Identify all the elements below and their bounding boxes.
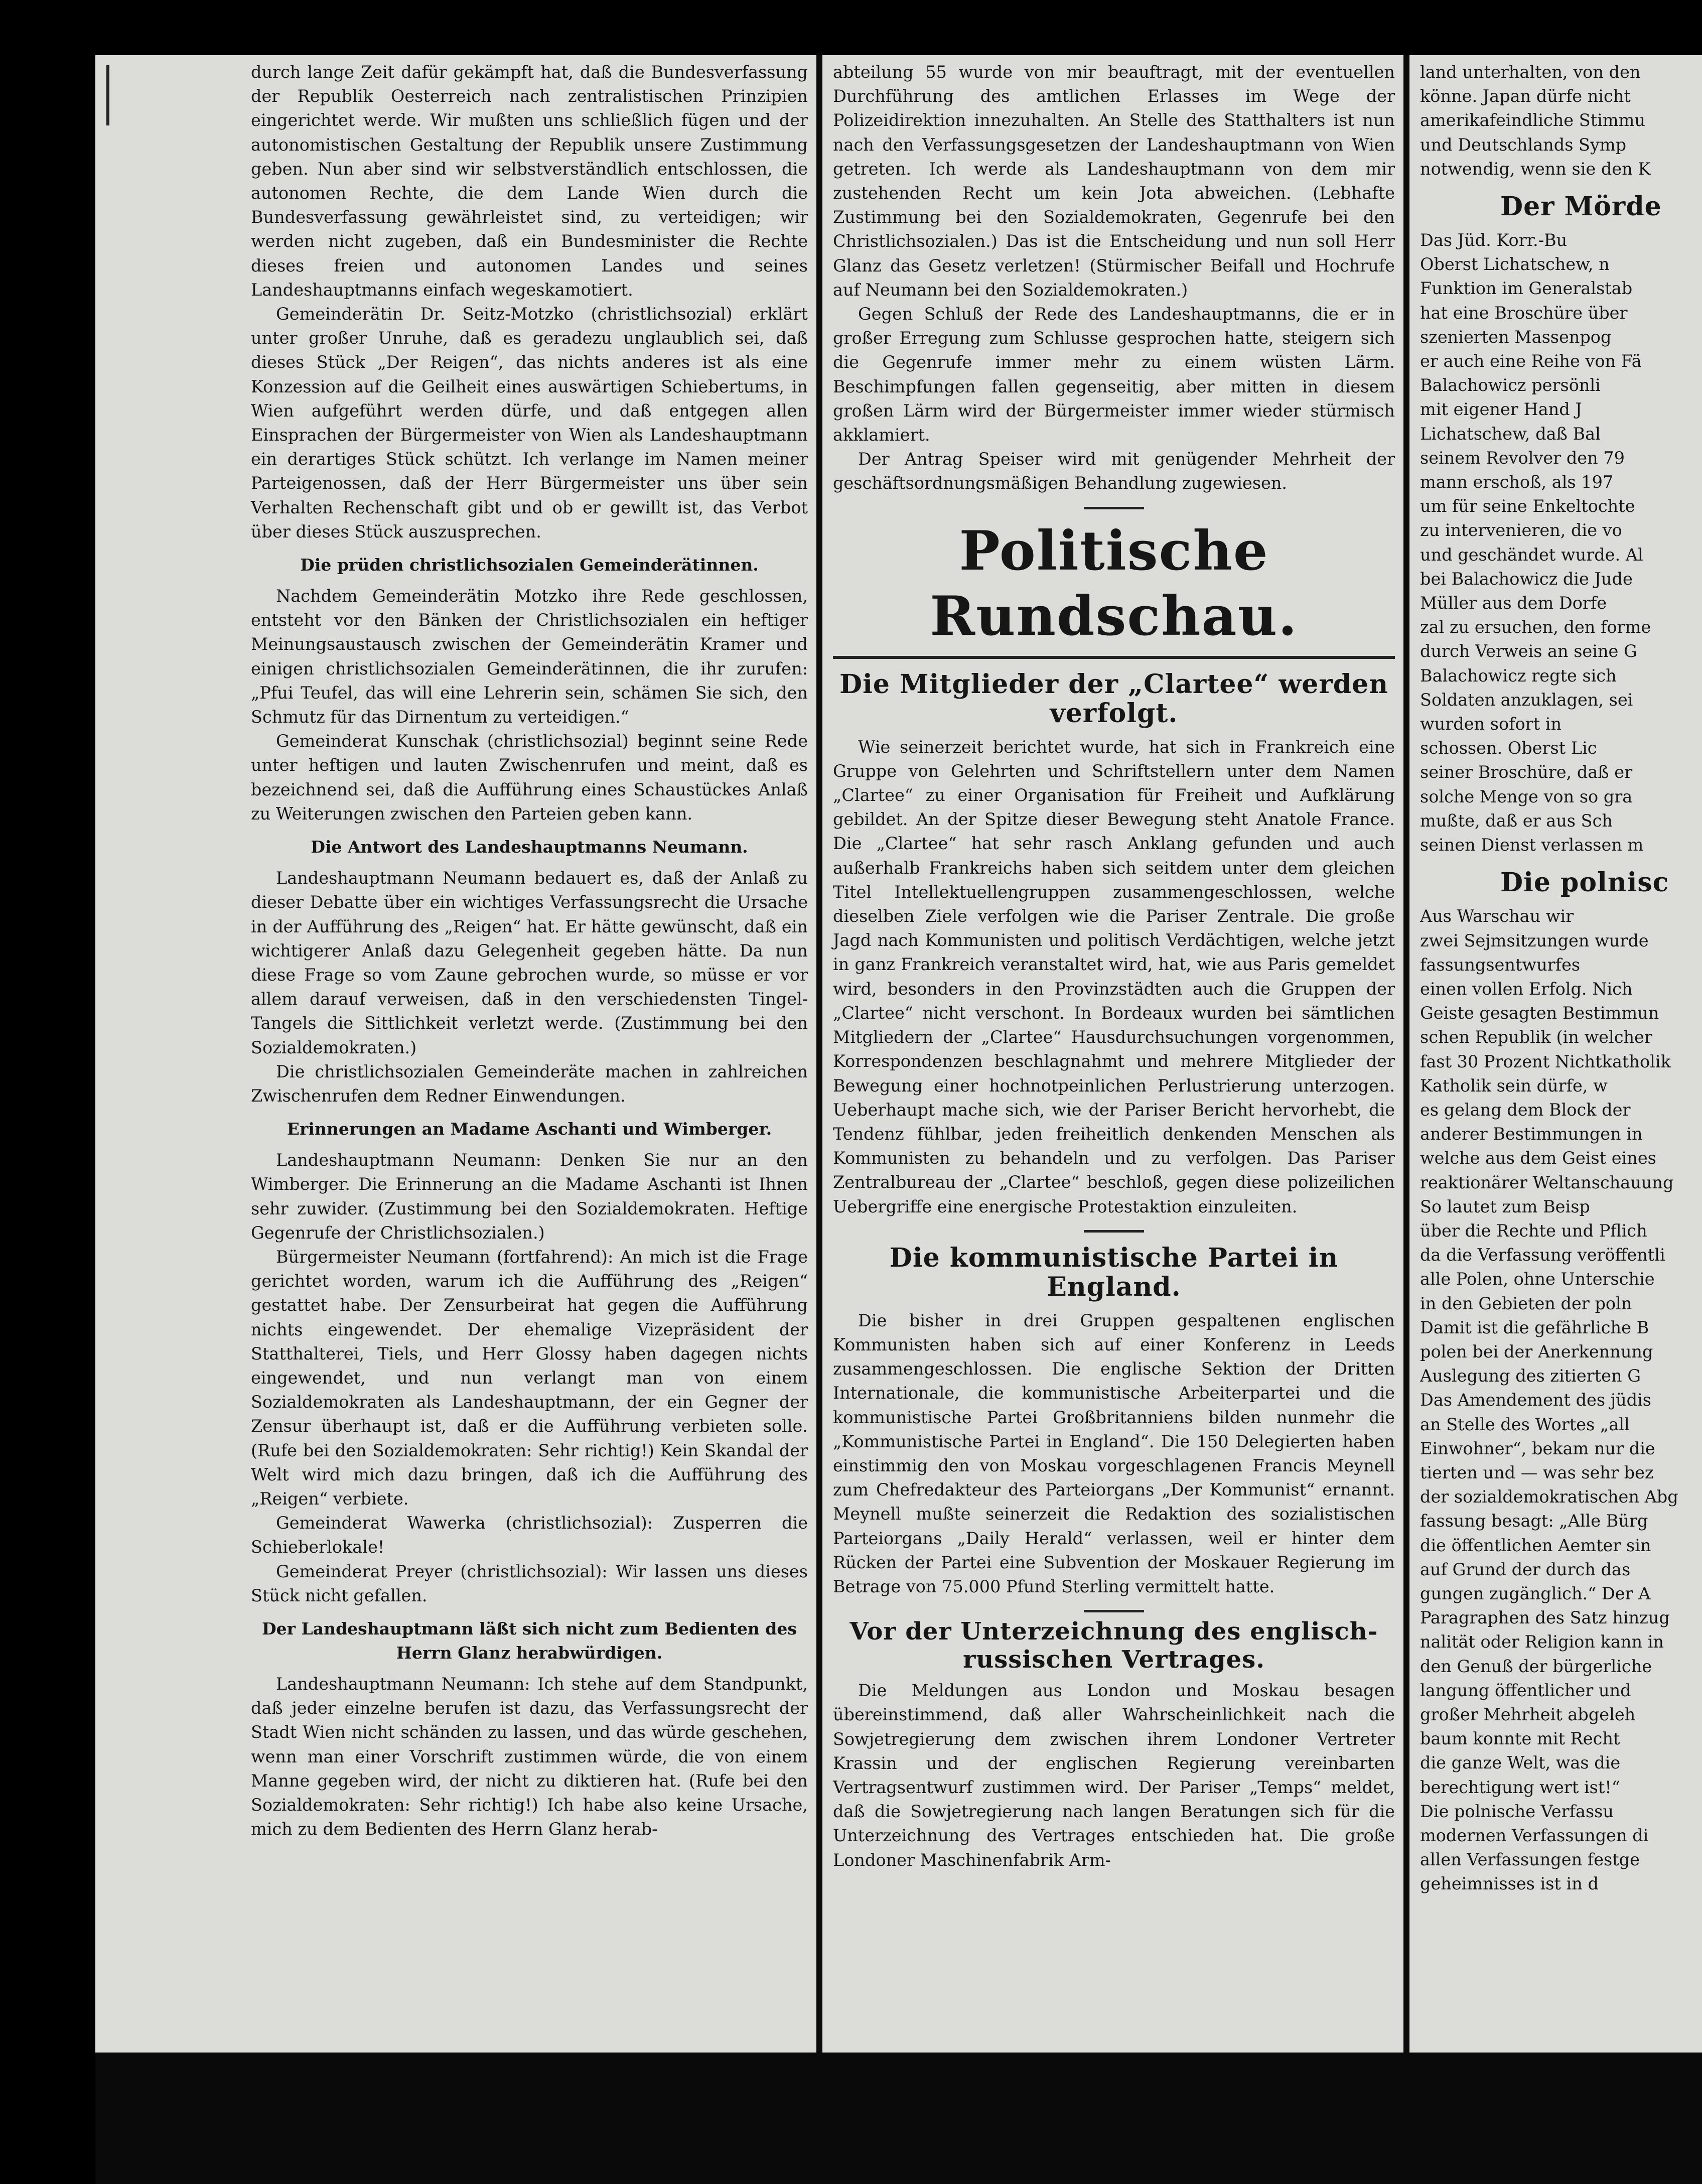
subheading: Der Landeshauptmann läßt sich nicht zum Bedienten des Herrn Glanz herabwürdigen. [262, 1618, 797, 1663]
paragraph: Wie seinerzeit berichtet wurde, hat sich in Frankreich eine Gruppe von Gelehrten und Schriftstellern unter dem Namen „Clartee“ zu einer Organisation für Freiheit und Aufklärung gebildet. An der Spitze dieser Bewegung steht Anatole France. Die „Clartee“ hat sehr rasch Anklang gefunden und auch außerhalb Frankreichs haben sich seitdem unter dem gleichen Titel Intellektuellengruppen zusammengeschlossen, welche dieselben Ziele verfolgen wie die Pariser Zentrale. Die große Jagd nach Kommunisten und politisch Verdächtigen, welche jetzt in ganz Frankreich veranstaltet wird, hat, wie aus Paris gemeldet wird, besonders in den Provinzstädten auch die Gruppen der „Clartee“ nicht verschont. In Bordeaux wurden bei sämtlichen Mitgliedern der „Clartee“ Hausdurchsuchungen vorgenommen, Korrespondenzen beschlagnahmt und mehrere Mitglieder der Bewegung einer hochnotpeinlichen Perlustrierung unterzogen. Ueberhaupt mache sich, wie der Pariser Bericht hervorhebt, die Tendenz fühlbar, jeden freiheitlich denkenden Menschen als Kommunisten zu behandeln und zu verfolgen. Das Pariser Zentralbureau der „Clartee“ beschloß, gegen diese polizeilichen Uebergriffe eine energische Protestaktion einzuleiten. [833, 737, 1395, 1216]
paragraph: großer Mehrheit abgeleh [1420, 1705, 1636, 1724]
paragraph: über die Rechte und Pflich [1420, 1220, 1647, 1241]
paragraph: Das Jüd. Korr.-Bu [1420, 230, 1568, 250]
paragraph: alle Polen, ohne Unterschie [1420, 1269, 1655, 1289]
paragraph: auf Grund der durch das [1420, 1559, 1631, 1579]
paragraph: geheimnisses ist in d [1420, 1874, 1599, 1894]
paragraph: allen Verfassungen festge [1420, 1850, 1640, 1870]
article-headline: Der Mörde [1500, 191, 1662, 222]
paragraph: fassung besagt: „Alle Bürg [1420, 1511, 1648, 1531]
paragraph: modernen Verfassungen di [1420, 1826, 1649, 1846]
paragraph: abteilung 55 wurde von mir beauftragt, mit der eventuellen Durchführung des amtlichen Erlasses im Wege der Polizeidirektion innezuhalten. An Stelle des Statthalters ist nun nach den Verfassungsgesetzen der Landeshauptmann von Wien getreten. Ich werde als Landeshauptmann von dem mir zustehenden Recht um kein Jota abweichen. (Lebhafte Zustimmung bei den Sozialdemokraten, Gegenrufe bei den Christlichsozialen.) Das ist die Entscheidung und nun soll Herr Glanz das Gesetz verletzen! (Stürmischer Beifall und Hochrufe auf Neumann bei den Sozialdemokraten.) [833, 62, 1395, 300]
article-headline: Die kommunistische Partei in England. [889, 1242, 1339, 1302]
paragraph: Müller aus dem Dorfe [1420, 593, 1607, 613]
paragraph: Das Amendement des jüdis [1420, 1390, 1652, 1410]
paragraph: solche Menge von so gra [1420, 786, 1633, 806]
paragraph: nalität oder Religion kann in [1420, 1632, 1664, 1652]
subheading: Die prüden christlichsozialen Gemeinderätinnen. [300, 555, 759, 575]
paragraph: Landeshauptmann Neumann bedauert es, daß der Anlaß zu dieser Debatte über ein wichtiges Verfassungsrecht die Ursache in der Aufführung des „Reigen“ hat. Er hätte gewünscht, daß ein wichtigerer Anlaß dazu Gelegenheit gegeben hätte. Da nun diese Frage so vom Zaune gebrochen wurde, so müsse er vor allem darauf verweisen, daß in den verschiedensten Tingel-Tangels die Sittlichkeit verletzt werde. (Zustimmung bei den Sozialdemokraten.) [251, 868, 808, 1057]
paragraph: Auslegung des zitierten G [1420, 1366, 1641, 1386]
paragraph: So lautet zum Beisp [1420, 1196, 1590, 1216]
paragraph: Bürgermeister Neumann (fortfahrend): An mich ist die Frage gerichtet worden, warum ich die Aufführung des „Reigen“ gestattet habe. Der Zensurbeirat hat gegen die Aufführung nichts eingewendet. Der ehemalige Vizepräsident der Statthalterei, Tiels, und Herr Glossy haben dagegen nichts eingewendet, und nun verlangt man von einem Sozialdemokraten als Landeshauptmann, der ein Gegner der Zensur überhaupt ist, daß er die Aufführung verbieten solle. (Rufe bei den Sozialdemokraten: Sehr richtig!) Kein Skandal der Welt wird mich dazu bringen, daß ich die Aufführung des „Reigen“ verbiete. [251, 1247, 808, 1509]
section-headline: Politische Rundschau. [930, 519, 1298, 648]
paragraph: die ganze Welt, was die [1420, 1753, 1621, 1773]
paragraph: mit eigener Hand J [1420, 399, 1582, 420]
paragraph: polen bei der Anerkennung [1420, 1341, 1653, 1361]
paragraph: seinem Revolver den 79 [1420, 448, 1625, 468]
column-left [251, 60, 808, 1841]
paragraph: hat eine Broschüre über [1420, 303, 1628, 323]
column-rule [1403, 55, 1409, 2053]
paragraph: seiner Broschüre, daß er [1420, 762, 1633, 782]
paragraph: anderer Bestimmungen in [1420, 1124, 1643, 1144]
paragraph: und Deutschlands Symp [1420, 134, 1627, 155]
paragraph: in den Gebieten der poln [1420, 1293, 1632, 1313]
paragraph: mann erschoß, als 197 [1420, 472, 1614, 492]
paragraph: durch Verweis an seine G [1420, 641, 1637, 661]
paragraph: Gemeinderat Preyer (christlichsozial): Wir lassen uns dieses Stück nicht gefallen. [251, 1561, 808, 1605]
paragraph: Die polnische Verfassu [1420, 1801, 1614, 1821]
headline-rule [833, 656, 1395, 659]
paragraph: baum konnte mit Recht [1420, 1729, 1620, 1749]
paragraph: fassungsentwurfes [1420, 954, 1581, 975]
column-rule [816, 55, 822, 2053]
paragraph: er auch eine Reihe von Fä [1420, 351, 1642, 371]
article-headline: Vor der Unterzeichnung des englisch-russischen Vertrages. [849, 1617, 1378, 1674]
paragraph: Oberst Lichatschew, n [1420, 254, 1610, 275]
column-right [1420, 60, 1681, 1896]
paragraph: zal zu ersuchen, den forme [1420, 617, 1651, 637]
paragraph: gungen zugänglich.“ Der A [1420, 1583, 1651, 1603]
paragraph: Die christlichsozialen Gemeinderäte machen in zahlreichen Zwischenrufen dem Redner Einwendungen. [251, 1061, 808, 1106]
paragraph: berechtigung wert ist!“ [1420, 1777, 1620, 1797]
paragraph: um für seine Enkeltochte [1420, 496, 1635, 516]
paragraph: Geiste gesagten Bestimmun [1420, 1003, 1659, 1023]
paragraph: einen vollen Erfolg. Nich [1420, 979, 1633, 999]
paragraph: notwendig, wenn sie den K [1420, 159, 1651, 179]
paragraph: Die Meldungen aus London und Moskau besagen übereinstimmend, daß aller Wahrscheinlichkeit nach die Sowjetregierung dem zwischen ihrem Londoner Vertreter Krassin und der englischen Regierung vereinbarten Vertragsentwurf zustimmen wird. Der Pariser „Temps“ meldet, daß die Sowjetregierung nach langen Beratungen sich für die Unterzeichnung des Vertrages entschieden hat. Die große Londoner Maschinenfabrik Arm- [833, 1681, 1395, 1870]
paragraph: welche aus dem Geist eines [1420, 1148, 1656, 1168]
section-divider [1084, 1230, 1144, 1233]
paragraph: szenierten Massenpog [1420, 327, 1612, 347]
paragraph: Aus Warschau wir [1420, 906, 1574, 926]
scan-bottom-margin [95, 2053, 1702, 2184]
paragraph: Einwohner“, bekam nur die [1420, 1438, 1655, 1458]
paragraph: tierten und — was sehr bez [1420, 1462, 1654, 1482]
paragraph: Landeshauptmann Neumann: Ich stehe auf dem Standpunkt, daß jeder einzelne berufen ist dazu, das Verfassungsrecht der Stadt Wien nicht schänden zu lassen, und das würde geschehen, wenn man einer Vorschrift zustimmen würde, die von einem Manne gegeben wird, der nicht zu diktieren hat. (Rufe bei den Sozialdemokraten: Sehr richtig!) Ich habe also keine Ursache, mich zu dem Bedienten des Herrn Glanz herab- [251, 1674, 808, 1839]
paragraph: Damit ist die gefährliche B [1420, 1317, 1649, 1337]
subheading: Die Antwort des Landeshauptmanns Neumann. [311, 837, 748, 857]
paragraph: Katholik sein dürfe, w [1420, 1075, 1608, 1096]
paragraph: an Stelle des Wortes „all [1420, 1414, 1630, 1434]
paragraph: zu intervenieren, die vo [1420, 520, 1622, 540]
article-headline: Die Mitglieder der „Clartee“ werden verfolgt. [839, 668, 1389, 729]
paragraph: mußte, daß er aus Sch [1420, 810, 1613, 831]
paragraph: amerikafeindliche Stimmu [1420, 110, 1645, 130]
paragraph: die öffentlichen Aemter sin [1420, 1535, 1651, 1555]
paragraph: könne. Japan dürfe nicht [1420, 86, 1631, 106]
section-divider [1084, 507, 1144, 509]
paragraph: Die bisher in drei Gruppen gespaltenen englischen Kommunisten haben sich auf einer Konferenz in Leeds zusammengeschlossen. Die englische Sektion der Dritten Internationale, die kommunistische Arbeiterpartei und die kommunistische Partei Großbritanniens bilden nunmehr die „Kommunistische Partei in England“. Die 150 Delegierten haben einstimmig den von Moskau vorgeschlagenen Francis Meynell zum Chefredakteur des Parteiorgans „Der Kommunist“ ernannt. Meynell mußte seinerzeit die Redaktion des sozialistischen Parteiorgans „Daily Herald“ verlassen, weil er hinter dem Rücken der Partei eine Subvention der Moskauer Regierung im Betrage von 75.000 Pfund Sterling vermittelt hatte. [833, 1310, 1395, 1596]
paragraph: seinen Dienst verlassen m [1420, 835, 1644, 855]
paragraph: zwei Sejmsitzungen wurde [1420, 930, 1649, 950]
paragraph: Paragraphen des Satz hinzug [1420, 1608, 1670, 1628]
paragraph: langung öffentlicher und [1420, 1680, 1631, 1700]
paragraph: Der Antrag Speiser wird mit genügender Mehrheit der geschäftsordnungsmäßigen Behandlung zugewiesen. [833, 449, 1395, 493]
paragraph: Funktion im Generalstab [1420, 279, 1633, 299]
paragraph: Soldaten anzuklagen, sei [1420, 690, 1633, 710]
paragraph: der sozialdemokratischen Abg [1420, 1487, 1678, 1507]
paragraph: schossen. Oberst Lic [1420, 738, 1597, 758]
paragraph: bei Balachowicz die Jude [1420, 569, 1633, 589]
paragraph: reaktionärer Weltanschauung [1420, 1172, 1674, 1192]
paragraph: Balachowicz persönli [1420, 375, 1601, 395]
paragraph: Gemeinderätin Dr. Seitz-Motzko (christlichsozial) erklärt unter großer Unruhe, daß es geradezu unglaublich sei, daß dieses Stück „Der Reigen“, das nichts anderes ist als eine Konzession auf die Geilheit eines auswärtigen Schiebertums, in Wien aufgeführt werden dürfe, und daß entgegen allen Einsprachen der Bürgermeister von Wien als Landeshauptmann ein derartiges Stück schützt. Ich verlange im Namen meiner Parteigenossen, daß der Herr Bürgermeister uns über sein Verhalten Rechenschaft gibt und ob er gewillt ist, das Verbot über dieses Stück auszusprechen. [251, 304, 808, 541]
paragraph: schen Republik (in welcher [1420, 1027, 1652, 1047]
paragraph: fast 30 Prozent Nichtkatholik [1420, 1051, 1671, 1071]
paragraph: Balachowicz regte sich [1420, 665, 1617, 686]
paragraph: Gemeinderat Wawerka (christlichsozial): Zusperren die Schieberlokale! [251, 1513, 808, 1557]
paragraph: land unterhalten, von den [1420, 62, 1641, 82]
article-headline: Die polnisc [1500, 867, 1669, 898]
paragraph: wurden sofort in [1420, 714, 1562, 734]
subheading: Erinnerungen an Madame Aschanti und Wimberger. [287, 1119, 772, 1139]
paragraph: Lichatschew, daß Bal [1420, 424, 1601, 444]
paragraph: es gelang dem Block der [1420, 1100, 1631, 1120]
paragraph: den Genuß der bürgerliche [1420, 1656, 1652, 1676]
paragraph: da die Verfassung veröffentli [1420, 1245, 1665, 1265]
page-edge-mark [106, 65, 109, 125]
column-middle [833, 60, 1395, 1872]
paragraph: und geschändet wurde. Al [1420, 544, 1643, 565]
paragraph: Nachdem Gemeinderätin Motzko ihre Rede geschlossen, entsteht vor den Bänken der Christlichsozialen ein heftiger Meinungsaustausch zwischen der Gemeinderätin Kramer und einigen christlichsozialen Gemeinderätinnen, die ihr zurufen: „Pfui Teufel, das will eine Lehrerin sein, schämen Sie sich, den Schmutz für das Dirnentum zu verteidigen.“ [251, 586, 808, 727]
paragraph: Gemeinderat Kunschak (christlichsozial) beginnt seine Rede unter heftigen und lauten Zwischenrufen und meint, daß es bezeichnend sei, daß die Aufführung eines Schaustückes Anlaß zu Weiterungen zwischen den Parteien geben kann. [251, 731, 808, 824]
paragraph: durch lange Zeit dafür gekämpft hat, daß die Bundesverfassung der Republik Oesterreich nach zentralistischen Prinzipien eingerichtet werde. Wir mußten uns schließlich fügen und der autonomistischen Gestaltung der Republik unsere Zustimmung geben. Nun aber sind wir selbstverständlich entschlossen, die autonomen Rechte, die dem Lande Wien durch die Bundesverfassung gewährleistet sind, zu verteidigen; wir werden nicht zugeben, daß ein Bundesminister die Rechte dieses freien und autonomen Landes und seines Landeshauptmanns einfach wegeskamotiert. [251, 62, 808, 300]
section-divider [1084, 1610, 1144, 1612]
paragraph: Gegen Schluß der Rede des Landeshauptmanns, die er in großer Erregung zum Schlusse gesprochen hatte, steigern sich die Gegenrufe immer mehr zu einem wüsten Lärm. Beschimpfungen fallen gegenseitig, aber mitten in diesem großen Lärm wird der Bürgermeister immer wieder stürmisch akklamiert. [833, 304, 1395, 445]
paragraph: Landeshauptmann Neumann: Denken Sie nur an den Wimberger. Die Erinnerung an die Madame Aschanti ist Ihnen sehr zuwider. (Zustimmung bei den Sozialdemokraten. Heftige Gegenrufe der Christlichsozialen.) [251, 1150, 808, 1243]
